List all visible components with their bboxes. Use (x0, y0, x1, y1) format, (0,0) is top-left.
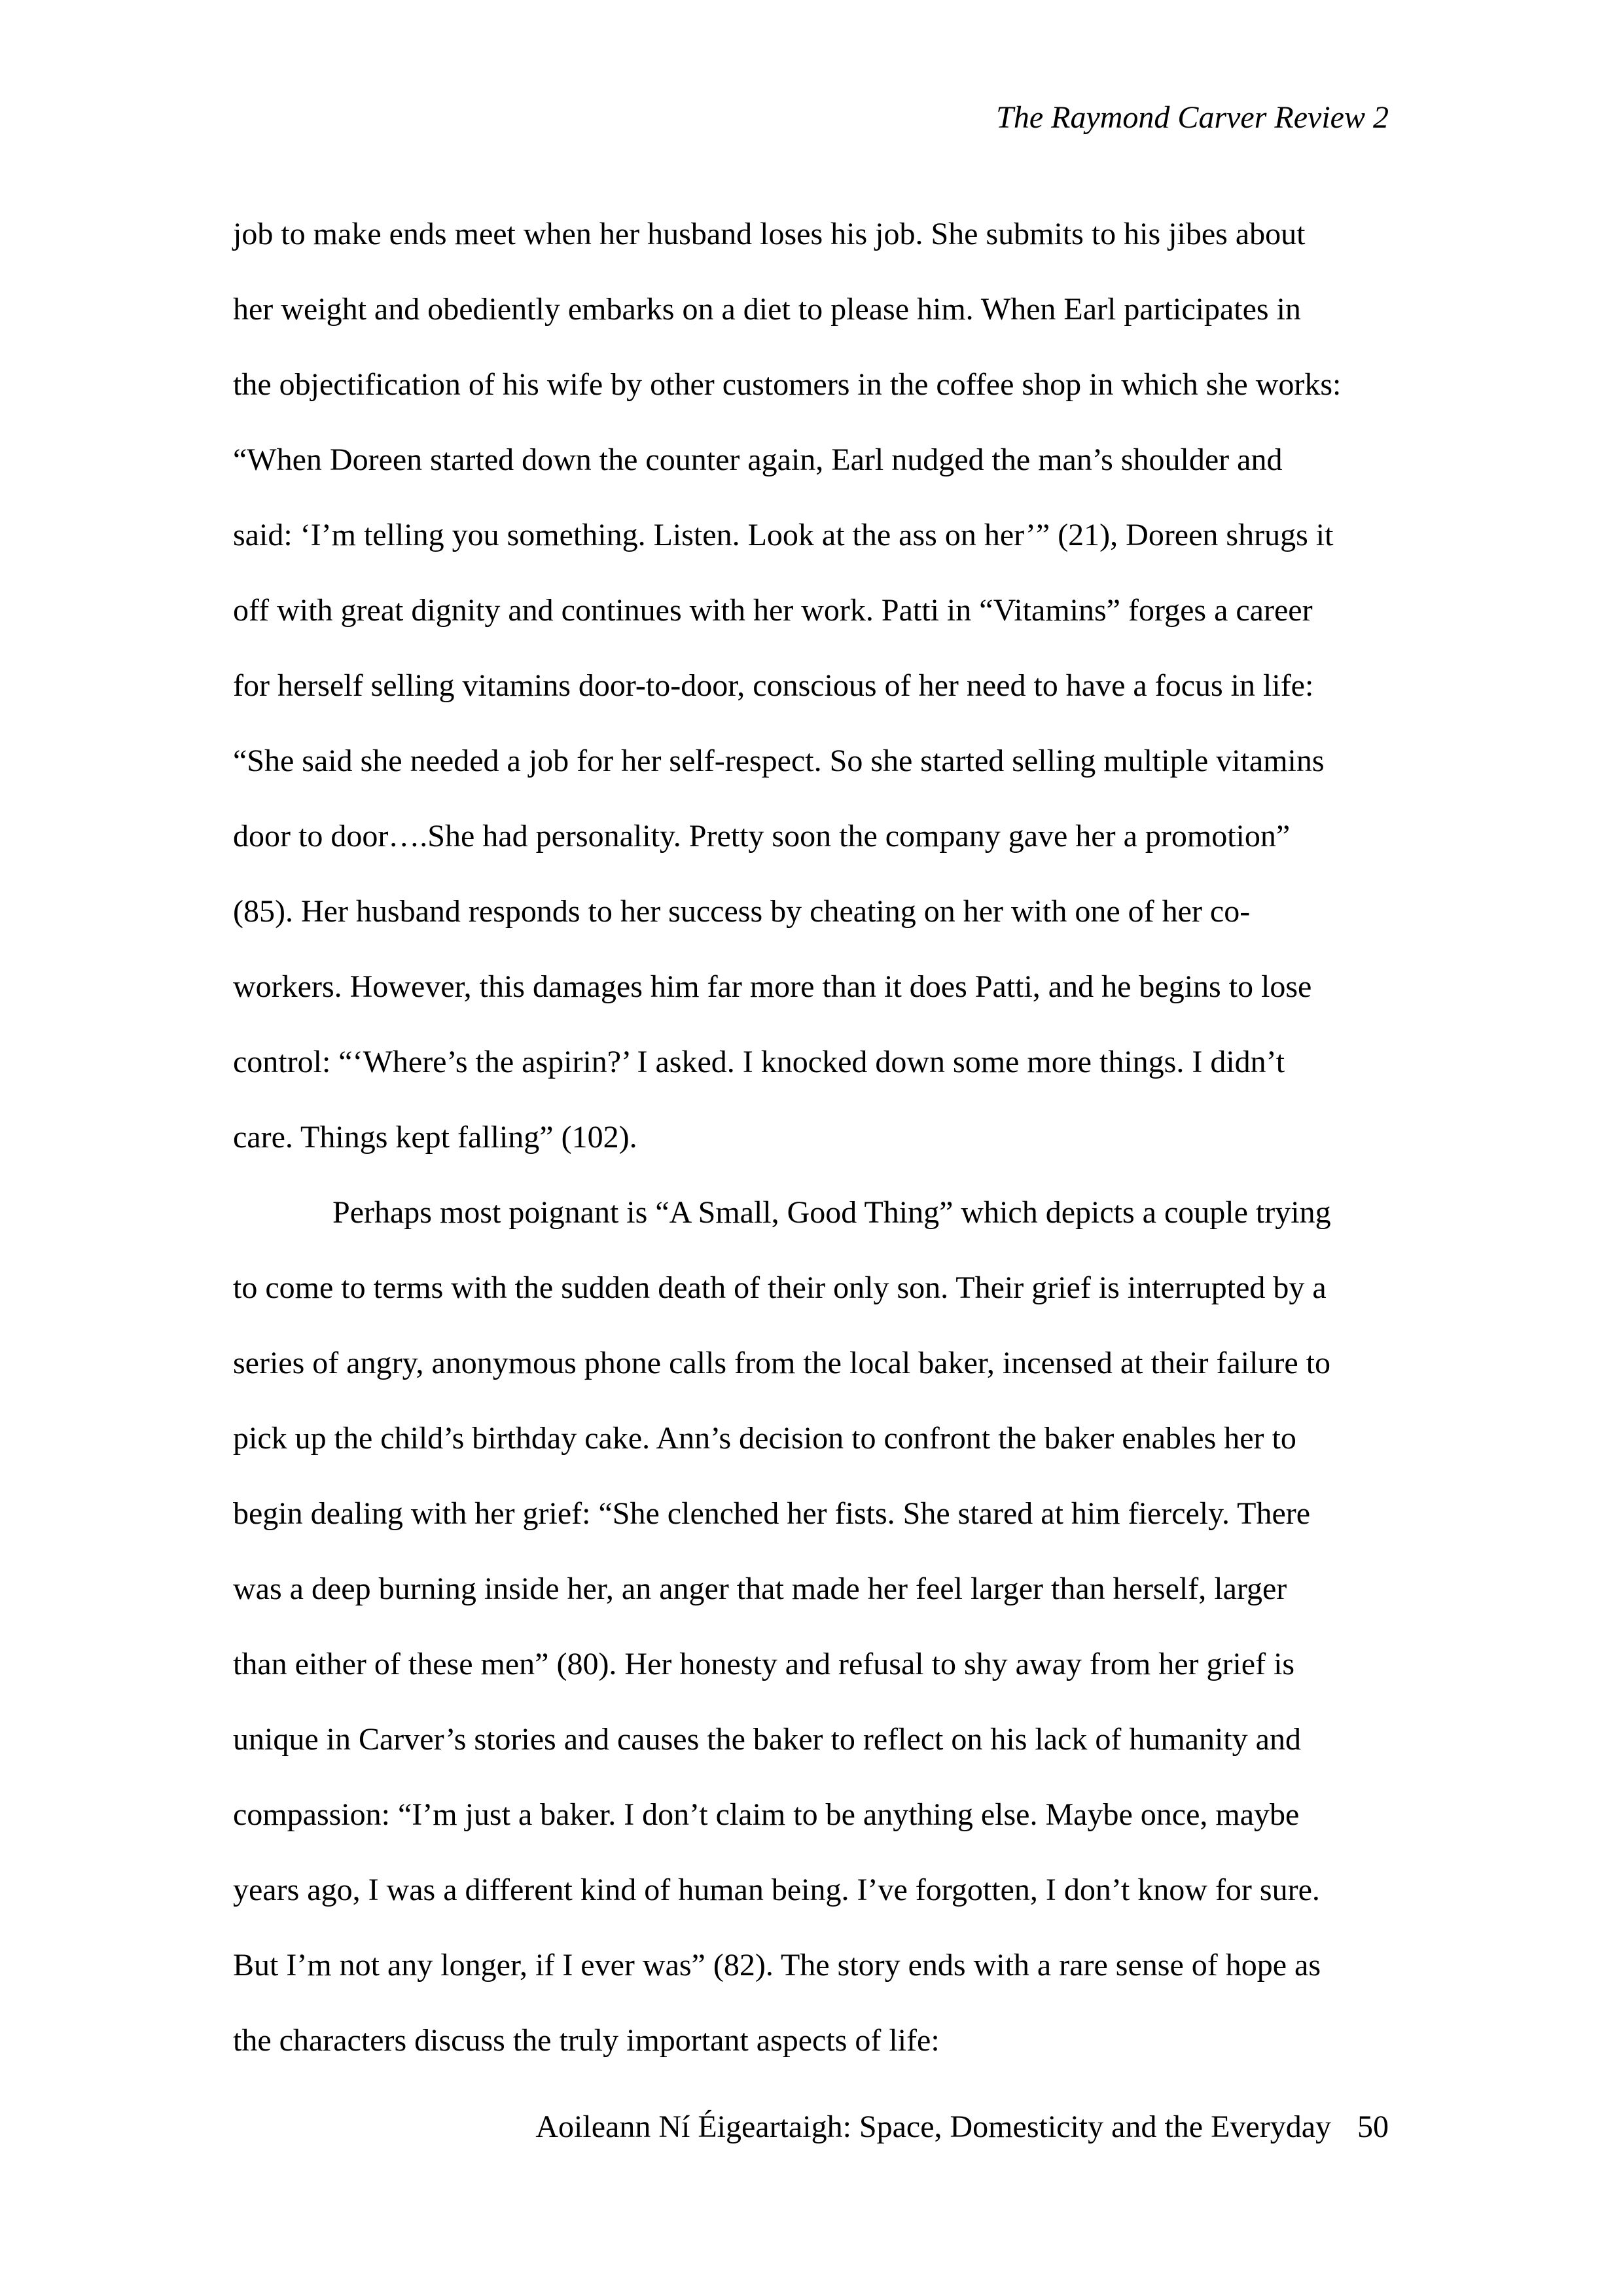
running-header: The Raymond Carver Review 2 (996, 100, 1389, 135)
text-line: door to door….She had personality. Pretty soon the company gave her a promotion” (233, 819, 1291, 853)
text-line: than either of these men” (80). Her honesty and refusal to shy away from her grief is (233, 1647, 1295, 1681)
text-line: her weight and obediently embarks on a diet to please him. When Earl participates in (233, 292, 1301, 327)
text-line: job to make ends meet when her husband loses his job. She submits to his jibes about (233, 217, 1306, 251)
text-line: the objectification of his wife by other customers in the coffee shop in which she works: (233, 367, 1342, 402)
text-line: off with great dignity and continues with her work. Patti in “Vitamins” forges a career (233, 593, 1313, 628)
text-line: workers. However, this damages him far more than it does Patti, and he begins to lose (233, 969, 1312, 1004)
text-line: the characters discuss the truly important aspects of life: (233, 2023, 940, 2058)
text-line: unique in Carver’s stories and causes the baker to reflect on his lack of humanity and (233, 1722, 1301, 1757)
text-line: years ago, I was a different kind of human being. I’ve forgotten, I don’t know for sure. (233, 1873, 1320, 1907)
text-line: But I’m not any longer, if I ever was” (82). The story ends with a rare sense of hope as (233, 1948, 1321, 1982)
text-line: “When Doreen started down the counter again, Earl nudged the man’s shoulder and (233, 442, 1283, 477)
text-line: compassion: “I’m just a baker. I don’t claim to be anything else. Maybe once, maybe (233, 1797, 1300, 1832)
text-line: “She said she needed a job for her self-respect. So she started selling multiple vitamins (233, 744, 1325, 778)
text-line: for herself selling vitamins door-to-door, conscious of her need to have a focus in life: (233, 668, 1314, 703)
text-line: (85). Her husband responds to her success by cheating on her with one of her co- (233, 894, 1251, 929)
text-line: begin dealing with her grief: “She clenched her fists. She stared at him fiercely. There (233, 1496, 1311, 1531)
paragraph (233, 196, 1391, 1175)
paragraph (233, 1175, 1391, 2078)
body-text (233, 196, 1391, 2078)
text-line: series of angry, anonymous phone calls from the local baker, incensed at their failure to (233, 1346, 1331, 1380)
text-line: control: “‘Where’s the aspirin?’ I asked. I knocked down some more things. I didn’t (233, 1045, 1285, 1079)
text-line: Perhaps most poignant is “A Small, Good Thing” which depicts a couple trying (332, 1195, 1331, 1230)
text-line: care. Things kept falling” (102). (233, 1120, 637, 1155)
text-line: pick up the child’s birthday cake. Ann’s decision to confront the baker enables her to (233, 1421, 1296, 1456)
footer-author-title: Aoileann Ní Éigeartaigh: Space, Domesticity and the Everyday (535, 2109, 1331, 2144)
text-line: to come to terms with the sudden death of their only son. Their grief is interrupted by a (233, 1270, 1327, 1305)
text-line: said: ‘I’m telling you something. Listen. Look at the ass on her’” (21), Doreen shrugs it (233, 518, 1334, 552)
page-number: 50 (1357, 2109, 1389, 2144)
running-footer (535, 2101, 1389, 2153)
text-line: was a deep burning inside her, an anger that made her feel larger than herself, larger (233, 1571, 1287, 1606)
